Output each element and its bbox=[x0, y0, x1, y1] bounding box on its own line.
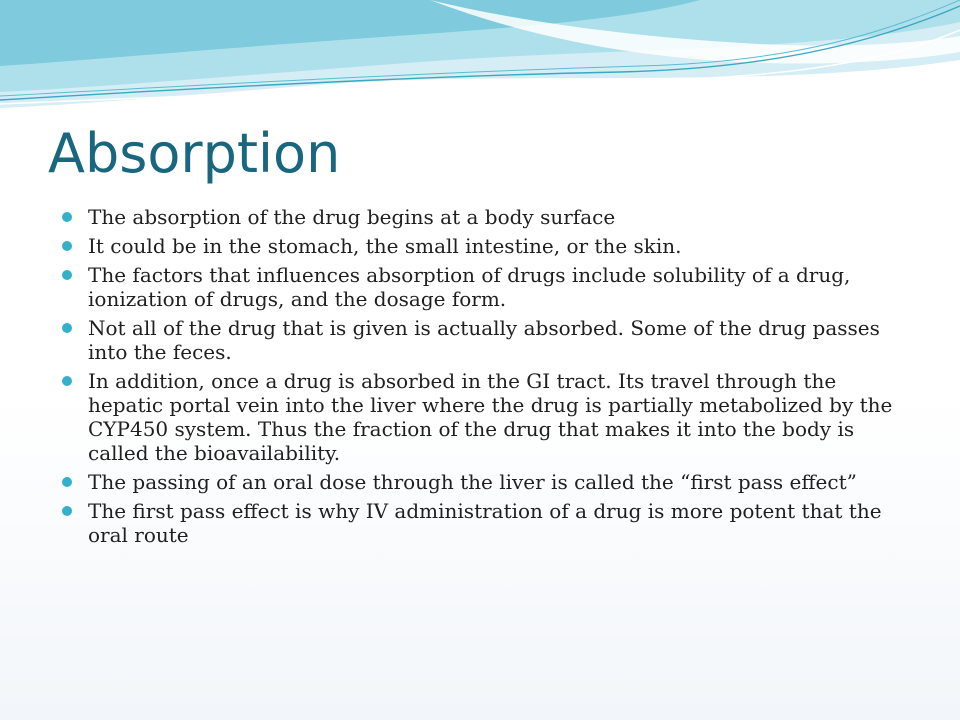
slide-title: Absorption bbox=[48, 122, 341, 185]
bullet-text: Not all of the drug that is given is actually absorbed. Some of the drug passes into the feces. bbox=[88, 316, 880, 364]
bullet-text: It could be in the stomach, the small intestine, or the skin. bbox=[88, 234, 682, 258]
bullet-text: In addition, once a drug is absorbed in the GI tract. Its travel through the hepatic portal vein into the liver where the drug is partially metabolized by the CYP450 system. Thus the fraction of the drug that makes it into the body is called the bioavailability. bbox=[88, 369, 893, 465]
bullet-dot-icon bbox=[62, 241, 72, 251]
bullet-item bbox=[62, 316, 902, 364]
bullet-text: The factors that influences absorption of drugs include solubility of a drug, ionization of drugs, and the dosage form. bbox=[88, 263, 851, 311]
bullet-item bbox=[62, 205, 902, 229]
bullet-item bbox=[62, 263, 902, 311]
wave-banner-decoration bbox=[0, 0, 960, 120]
bullet-dot-icon bbox=[62, 270, 72, 280]
bullet-dot-icon bbox=[62, 506, 72, 516]
bullet-item bbox=[62, 234, 902, 258]
bullet-dot-icon bbox=[62, 376, 72, 386]
bullet-text: The absorption of the drug begins at a body surface bbox=[88, 205, 616, 229]
bullet-item bbox=[62, 369, 902, 465]
bullet-item bbox=[62, 499, 902, 547]
bullet-dot-icon bbox=[62, 323, 72, 333]
bullet-dot-icon bbox=[62, 477, 72, 487]
bullet-text: The passing of an oral dose through the liver is called the “first pass effect” bbox=[88, 470, 857, 494]
bullet-text: The first pass effect is why IV administration of a drug is more potent that the oral route bbox=[88, 499, 882, 547]
bullet-item bbox=[62, 470, 902, 494]
bullet-list bbox=[62, 205, 902, 552]
bullet-dot-icon bbox=[62, 212, 72, 222]
